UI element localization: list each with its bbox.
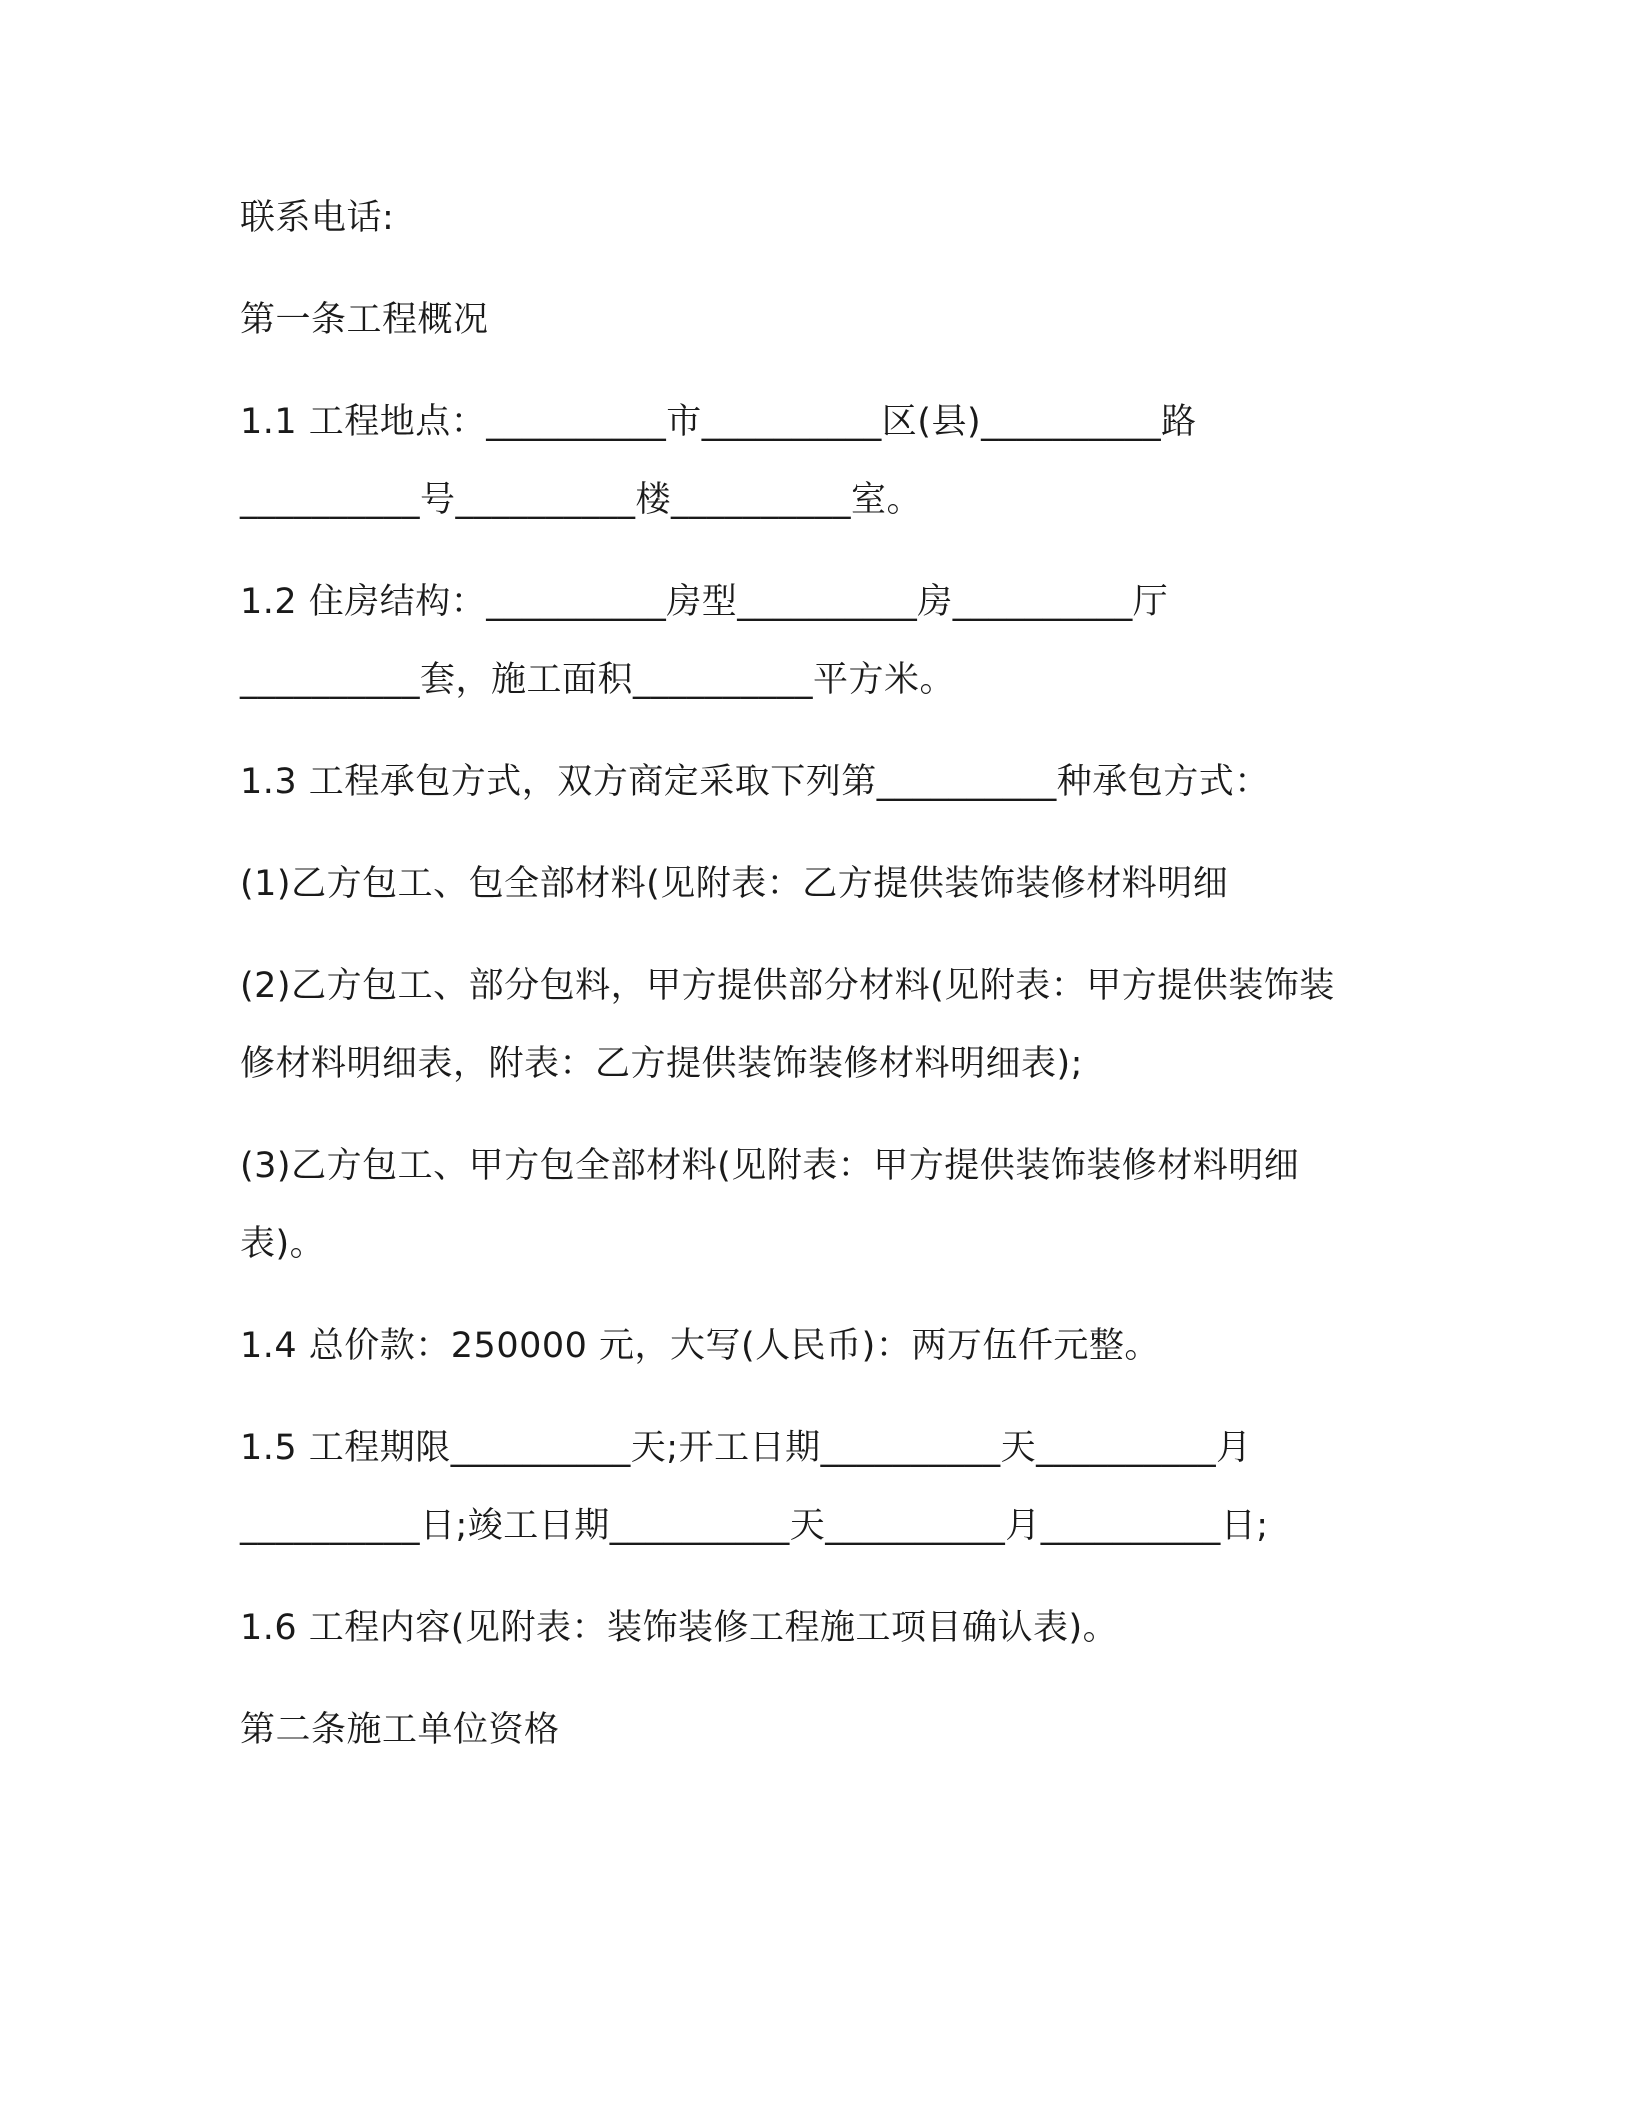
clause-1-1-line-2: __________号__________楼__________室。: [240, 480, 923, 520]
clause-1-2-line-2: __________套，施工面积__________平方米。: [240, 660, 956, 700]
contact-phone-label: 联系电话:: [240, 198, 395, 238]
article-1-heading: 第一条工程概况: [240, 300, 489, 340]
clause-1-2-line-1: 1.2 住房结构：__________房型__________房__________厅: [240, 582, 1169, 622]
article-2-heading: 第二条施工单位资格: [240, 1710, 560, 1750]
clause-1-6: 1.6 工程内容(见附表：装饰装修工程施工项目确认表)。: [240, 1608, 1119, 1648]
clause-1-4: 1.4 总价款：250000 元，大写(人民币)：两万伍仟元整。: [240, 1326, 1160, 1366]
clause-1-5-line-2: __________日;竣工日期__________天__________月__________日;: [240, 1506, 1269, 1546]
clause-1-3: 1.3 工程承包方式，双方商定采取下列第__________种承包方式：: [240, 762, 1270, 802]
clause-1-5-line-1: 1.5 工程期限__________天;开工日期__________天__________月: [240, 1428, 1252, 1468]
option-1: (1)乙方包工、包全部材料(见附表：乙方提供装饰装修材料明细: [240, 864, 1229, 904]
option-2-line-1: (2)乙方包工、部分包料，甲方提供部分材料(见附表：甲方提供装饰装: [240, 966, 1335, 1006]
option-3-line-2: 表)。: [240, 1224, 326, 1264]
option-3-line-1: (3)乙方包工、甲方包全部材料(见附表：甲方提供装饰装修材料明细: [240, 1146, 1300, 1186]
clause-1-1-line-1: 1.1 工程地点：__________市__________区(县)__________路: [240, 402, 1197, 442]
option-2-line-2: 修材料明细表，附表：乙方提供装饰装修材料明细表);: [240, 1044, 1083, 1084]
